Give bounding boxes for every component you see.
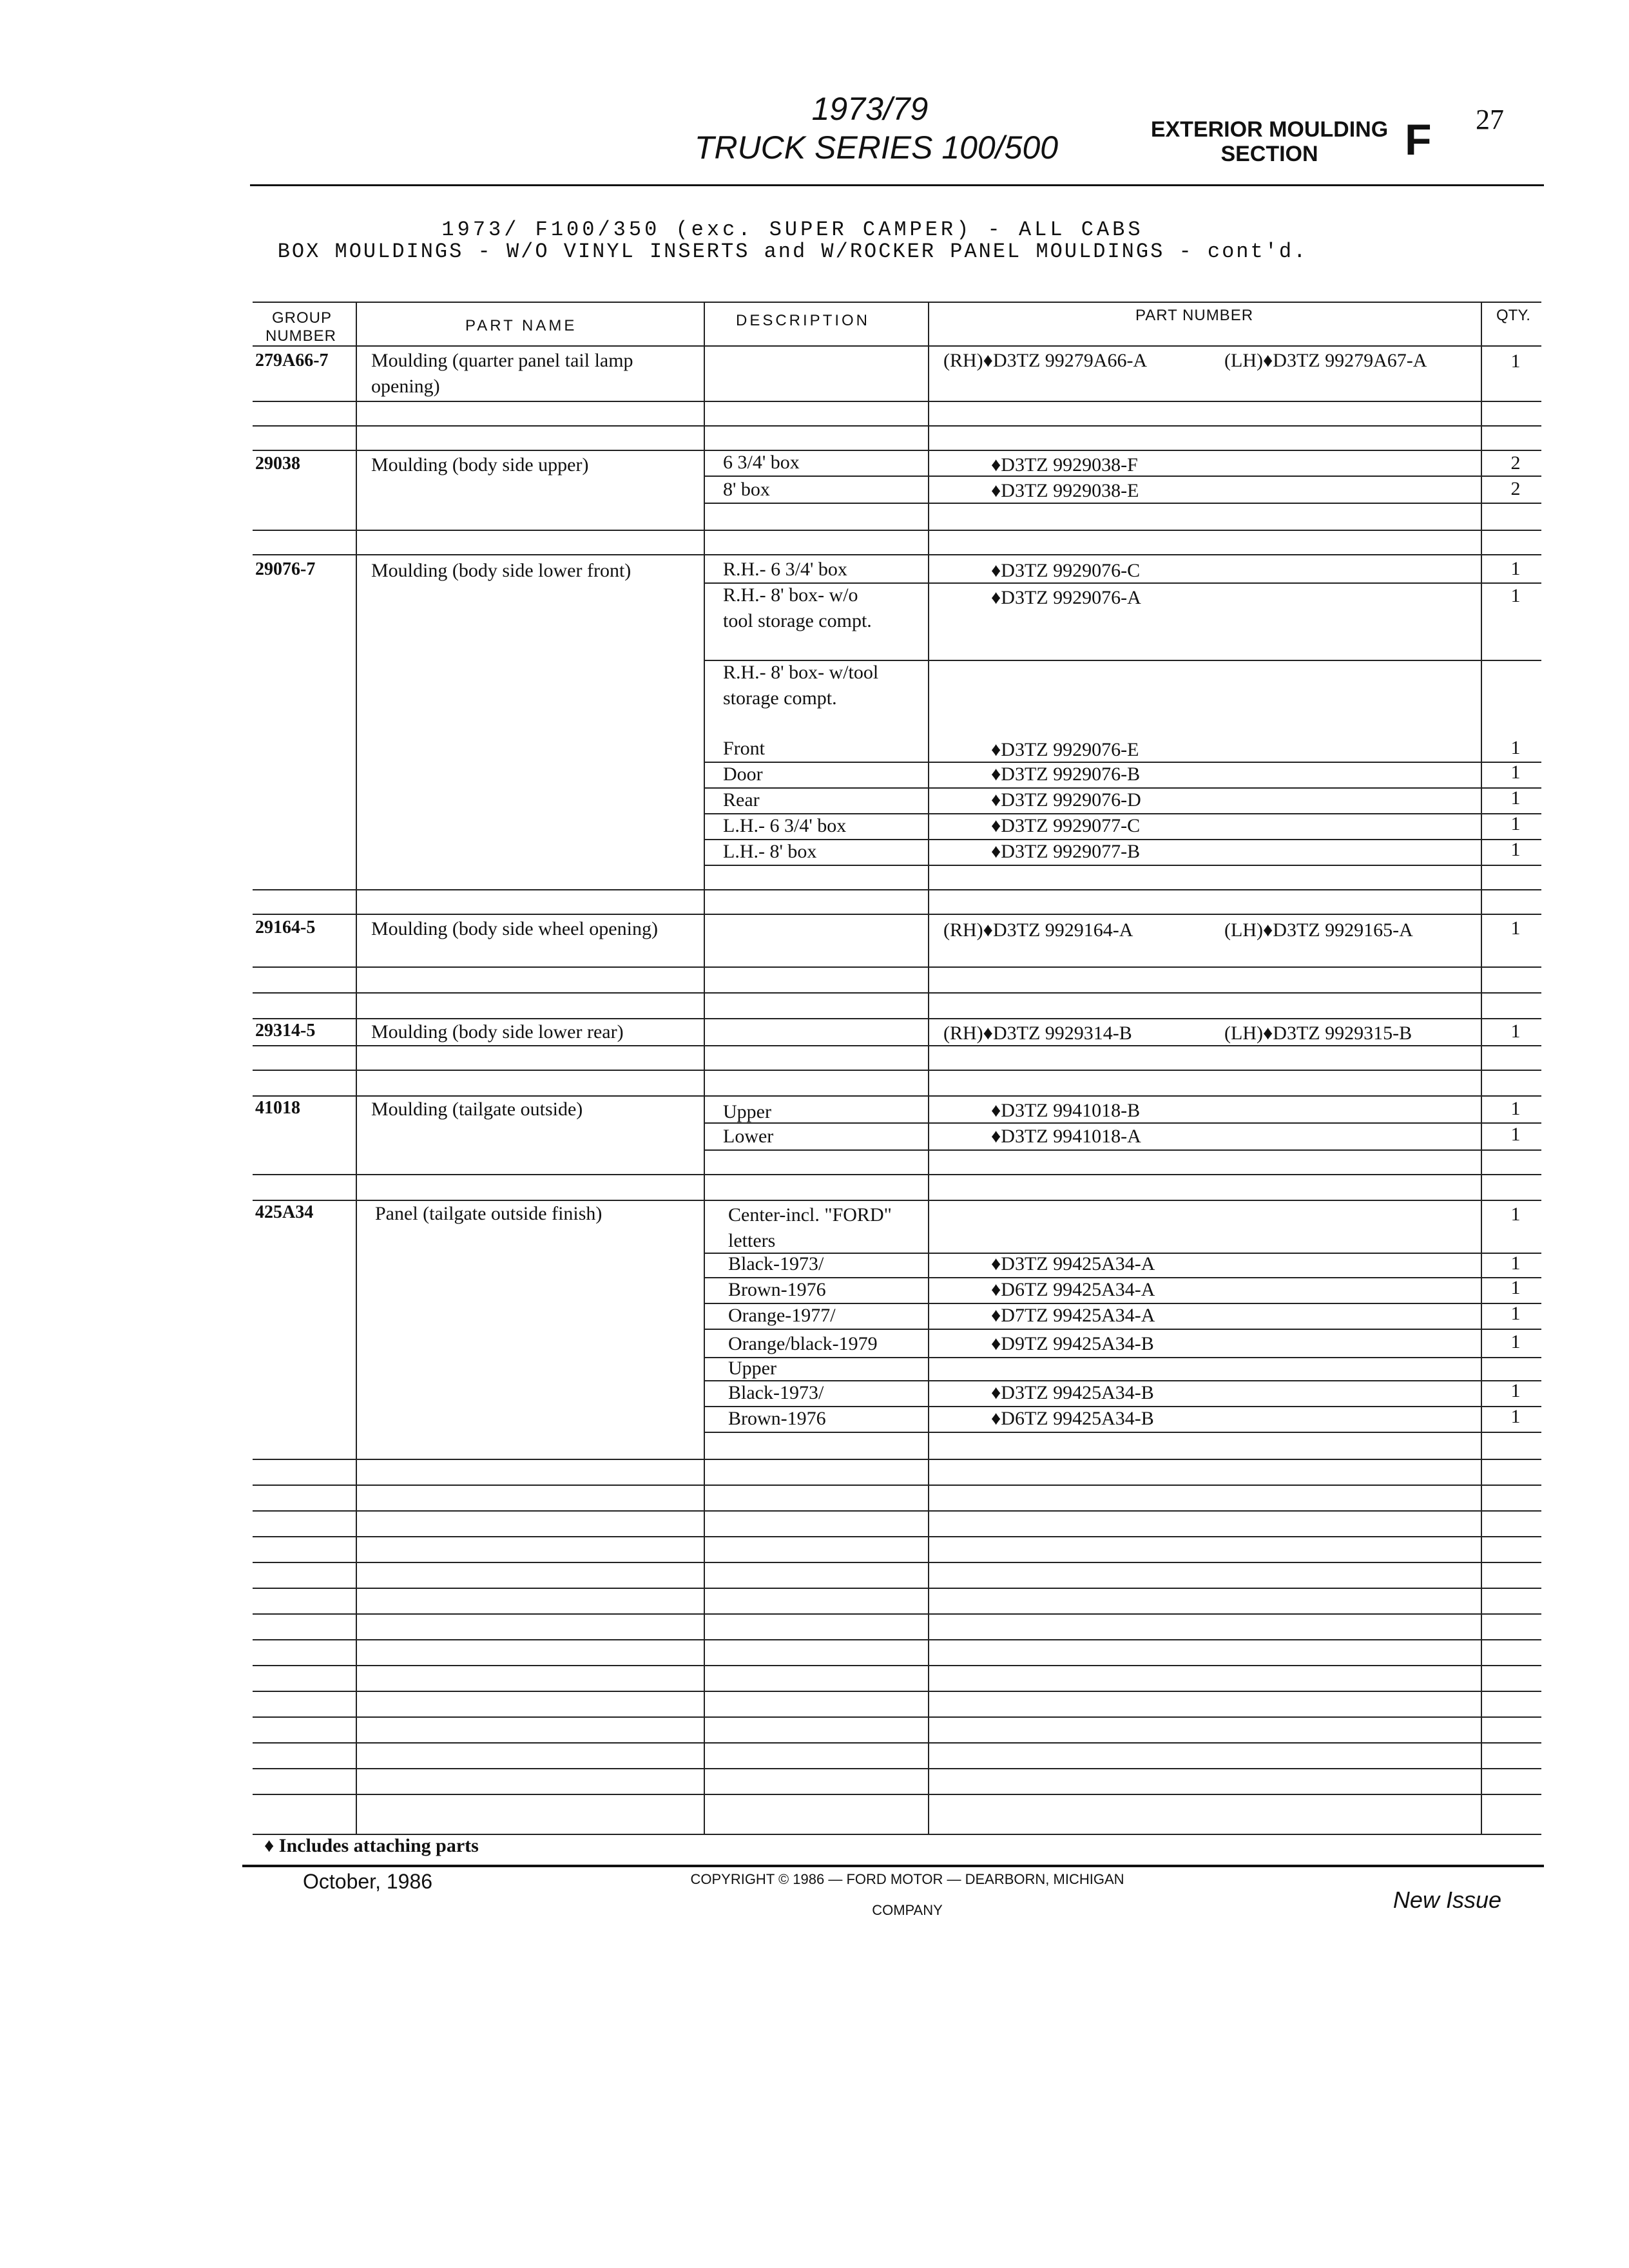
part-number-rh: (RH)♦D3TZ 9929164-A (943, 919, 1133, 941)
description: Front (723, 738, 766, 759)
part-number: ♦D9TZ 99425A34-B (991, 1333, 1154, 1354)
footer-issue: New Issue (1393, 1887, 1501, 1913)
description: R.H.- 6 3/4' box (723, 559, 847, 580)
footer-date: October, 1986 (303, 1870, 433, 1893)
part-number: ♦D3TZ 9929038-F (991, 454, 1138, 476)
row-rule (253, 914, 1541, 915)
group-number: 29038 (255, 454, 300, 474)
section-label: SECTION (1220, 142, 1318, 166)
description: Upper (723, 1101, 771, 1122)
row-rule (253, 1070, 1541, 1071)
group-number: 425A34 (255, 1202, 314, 1222)
part-name: Moulding (quarter panel tail lamp opening) (371, 350, 633, 397)
group-number: 41018 (255, 1098, 300, 1118)
part-number: ♦D3TZ 9941018-B (991, 1100, 1141, 1121)
description: Brown-1976 (728, 1279, 826, 1300)
row-rule (253, 554, 1541, 555)
header-description: DESCRIPTION (736, 312, 871, 329)
qty: 1 (1510, 762, 1521, 783)
qty: 1 (1510, 1331, 1521, 1352)
part-number: ♦D3TZ 9941018-A (991, 1126, 1141, 1147)
description: Rear (723, 789, 760, 811)
row-rule (253, 889, 1541, 890)
column-rule-part-name (704, 302, 705, 1835)
description: 8' box (723, 479, 770, 500)
description: L.H.- 6 3/4' box (723, 815, 847, 836)
part-number: ♦D6TZ 99425A34-B (991, 1408, 1154, 1429)
part-number-rh: (RH)♦D3TZ 9929314-B (943, 1023, 1132, 1044)
row-rule (253, 966, 1541, 968)
row-rule (253, 1716, 1541, 1718)
part-number: ♦D3TZ 9929076-A (991, 587, 1141, 608)
part-name: Moulding (body side wheel opening) (371, 918, 658, 939)
row-rule (253, 1562, 1541, 1563)
part-number: ♦D3TZ 99425A34-A (991, 1253, 1155, 1274)
row-rule (253, 1639, 1541, 1640)
row-rule (253, 401, 1541, 402)
description: Orange-1977/ (728, 1305, 836, 1326)
description: R.H.- 8' box- w/tool storage compt. (723, 662, 879, 709)
group-number: 29164-5 (255, 918, 316, 937)
part-name: Moulding (body side upper) (371, 454, 589, 476)
part-number: ♦D7TZ 99425A34-A (991, 1305, 1155, 1326)
row-rule (704, 1149, 1541, 1151)
footer-copyright: COPYRIGHT © 1986 — FORD MOTOR — DEARBORN, MICHIGAN (690, 1871, 1124, 1887)
row-rule (253, 1536, 1541, 1537)
part-number-lh: (LH)♦D3TZ 9929165-A (1224, 919, 1413, 941)
group-number: 29076-7 (255, 559, 316, 579)
qty: 1 (1510, 1204, 1521, 1225)
row-rule (253, 1794, 1541, 1795)
row-rule (704, 865, 1541, 866)
title-year-range: 1973/79 (811, 91, 929, 127)
qty: 1 (1510, 813, 1521, 834)
row-rule (704, 503, 1541, 504)
row-rule (253, 450, 1541, 451)
header-group-line1: GROUP (272, 309, 333, 327)
column-rule-description (928, 302, 929, 1835)
subtitle-line-1: 1973/ F100/350 (exc. SUPER CAMPER) - ALL CABS (441, 218, 1144, 242)
row-rule (253, 1613, 1541, 1615)
part-number: ♦D3TZ 9929076-E (991, 739, 1139, 760)
part-number: ♦D6TZ 99425A34-A (991, 1279, 1155, 1300)
parts-table (253, 302, 1541, 1848)
row-rule (253, 425, 1541, 427)
part-name: Panel (tailgate outside finish) (375, 1203, 602, 1224)
qty: 1 (1510, 1098, 1521, 1119)
qty: 1 (1510, 1406, 1521, 1427)
footnote: ♦ Includes attaching parts (264, 1835, 479, 1856)
qty: 1 (1510, 585, 1521, 606)
column-rule-part-number (1481, 302, 1482, 1835)
row-rule (704, 1432, 1541, 1433)
row-rule (253, 1691, 1541, 1692)
row-rule (253, 1174, 1541, 1175)
row-rule (704, 1329, 1541, 1330)
row-rule (253, 1045, 1541, 1046)
header-rule (250, 184, 1544, 186)
qty: 2 (1510, 452, 1521, 474)
description: L.H.- 8' box (723, 841, 817, 862)
part-number: ♦D3TZ 9929076-C (991, 560, 1141, 581)
part-number-rh: (RH)♦D3TZ 99279A66-A (943, 350, 1148, 371)
description: Upper (728, 1358, 776, 1379)
row-rule (253, 1768, 1541, 1769)
header-part-number: PART NUMBER (1135, 307, 1254, 324)
part-name: Moulding (tailgate outside) (371, 1099, 583, 1120)
group-number: 29314-5 (255, 1021, 316, 1041)
part-number: ♦D3TZ 9929076-B (991, 764, 1141, 785)
part-number: ♦D3TZ 9929038-E (991, 480, 1139, 501)
qty: 1 (1510, 1124, 1521, 1145)
part-number-lh: (LH)♦D3TZ 99279A67-A (1224, 350, 1427, 371)
description: Center-incl. "FORD" letters (728, 1204, 892, 1251)
part-number-lh: (LH)♦D3TZ 9929315-B (1224, 1023, 1412, 1044)
part-number: ♦D3TZ 9929076-D (991, 789, 1141, 811)
table-top-rule (253, 302, 1541, 303)
description: Black-1973/ (728, 1253, 824, 1274)
description: Lower (723, 1126, 774, 1147)
part-number: ♦D3TZ 9929077-C (991, 815, 1141, 836)
qty: 1 (1510, 918, 1521, 939)
row-rule (704, 476, 1541, 477)
title-series: TRUCK SERIES 100/500 (694, 130, 1059, 166)
qty: 1 (1510, 787, 1521, 809)
part-name: Moulding (body side lower front) (371, 560, 631, 581)
part-name: Moulding (body side lower rear) (371, 1021, 624, 1043)
section-name: EXTERIOR MOULDING (1150, 117, 1389, 142)
description: Black-1973/ (728, 1382, 824, 1403)
description: R.H.- 8' box- w/o tool storage compt. (723, 584, 872, 631)
row-rule (253, 1485, 1541, 1486)
row-rule (253, 530, 1541, 531)
row-rule (253, 1588, 1541, 1589)
subtitle-line-2: BOX MOULDINGS - W/O VINYL INSERTS and W/ROCKER PANEL MOULDINGS - cont'd. (277, 240, 1308, 264)
row-rule (253, 1459, 1541, 1460)
qty: 1 (1510, 351, 1521, 372)
header-part-name: PART NAME (465, 317, 577, 334)
header-bottom-rule (253, 345, 1541, 347)
qty: 1 (1510, 1277, 1521, 1298)
footer-rule (242, 1865, 1544, 1867)
description: 6 3/4' box (723, 452, 800, 473)
header-qty: QTY. (1496, 307, 1530, 324)
qty: 1 (1510, 558, 1521, 579)
footer-company: COMPANY (872, 1902, 943, 1918)
row-rule (253, 1510, 1541, 1512)
row-rule (253, 992, 1541, 994)
description: Door (723, 764, 763, 785)
qty: 1 (1510, 1253, 1521, 1274)
qty: 1 (1510, 737, 1521, 758)
part-number: ♦D3TZ 99425A34-B (991, 1382, 1154, 1403)
qty: 1 (1510, 839, 1521, 860)
row-rule (253, 1742, 1541, 1744)
row-rule (704, 1357, 1541, 1358)
qty: 2 (1510, 478, 1521, 499)
qty: 1 (1510, 1021, 1521, 1042)
row-rule (253, 1665, 1541, 1666)
qty: 1 (1510, 1303, 1521, 1324)
column-rule-group (356, 302, 357, 1835)
description: Orange/black-1979 (728, 1333, 878, 1354)
section-letter: F (1405, 115, 1432, 164)
header-group-line2: NUMBER (265, 327, 337, 345)
part-number: ♦D3TZ 9929077-B (991, 841, 1141, 862)
qty: 1 (1510, 1380, 1521, 1401)
group-number: 279A66-7 (255, 351, 329, 370)
description: Brown-1976 (728, 1408, 826, 1429)
page-number: 27 (1476, 104, 1504, 135)
